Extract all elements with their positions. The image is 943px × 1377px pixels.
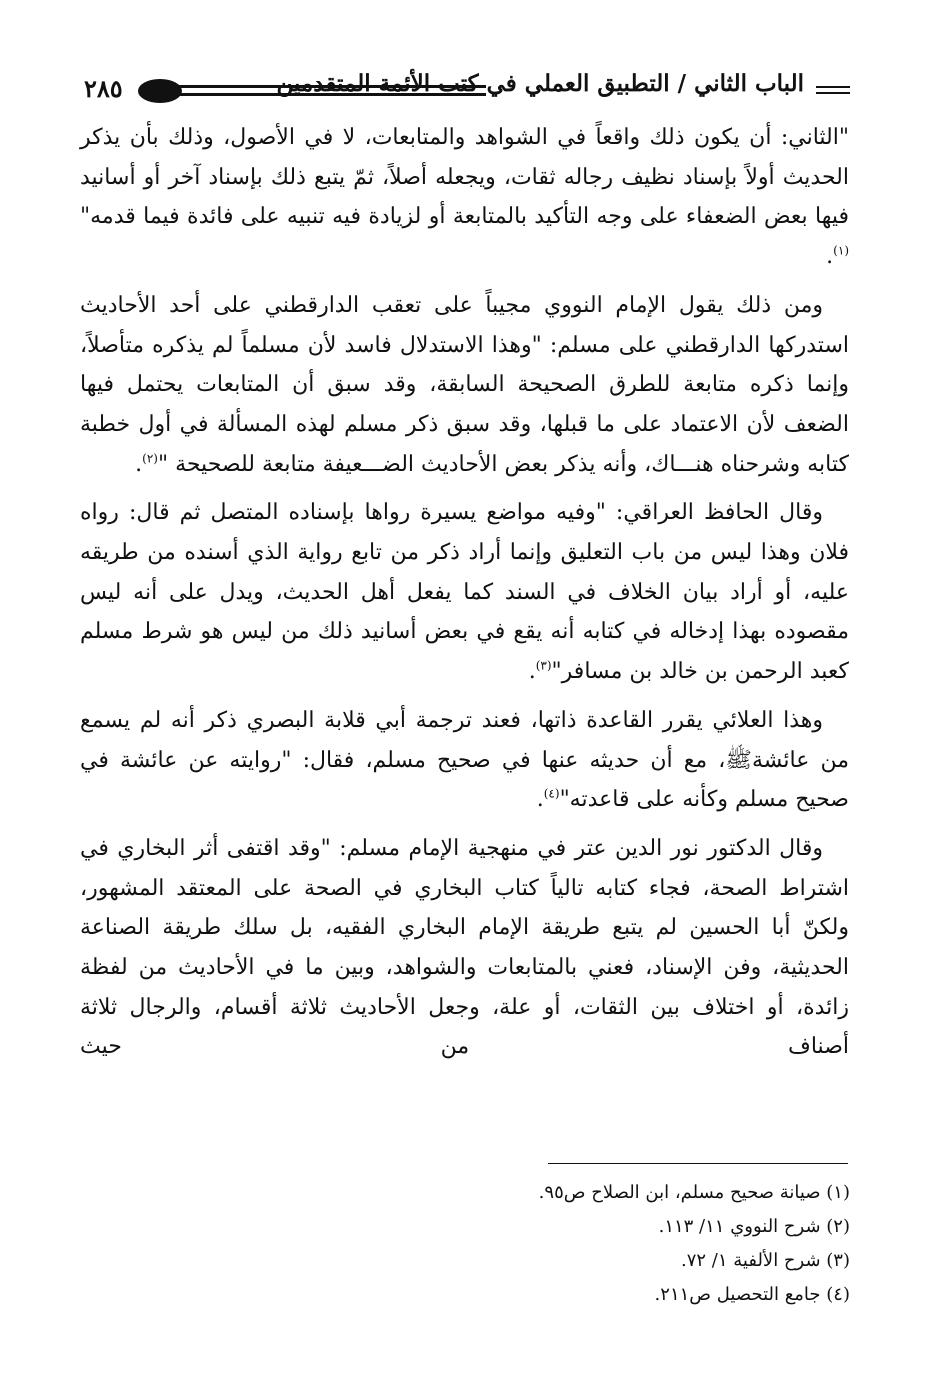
footnote-ref: (٣) xyxy=(535,658,552,673)
footnote: (٢) شرح النووي ١١/ ١١٣. xyxy=(658,1216,850,1237)
body-text xyxy=(80,118,849,1076)
page-number: ٢٨٥ xyxy=(84,74,123,103)
paragraph: وقال الحافظ العراقي: "وفيه مواضع يسيرة رواها بإسناده المتصل ثم قال: رواه فلان وهذا ليس من باب التعليق وإنما أراد ذكر من تابع رواية الذي أسنده من طريقه عليه، أو أراد بيان الخلاف في السند كما يفعل أهل الحديث، ويدل على أنه ليس مقصوده بهذا إدخاله في كتابه أنه يقع في بعض أسانيد ذلك من ليس هو شرط مسلم كعبد الرحمن بن خالد بن مسافر"$^{(٣)}$. xyxy=(80,500,849,685)
footnote: (٤) جامع التحصيل ص٢١١. xyxy=(654,1284,850,1305)
footnote-ref: (٤) xyxy=(543,786,560,801)
footnote: (١) صيانة صحيح مسلم، ابن الصلاح ص٩٥. xyxy=(538,1182,850,1203)
footnote-ref: (١) xyxy=(833,243,849,258)
paragraph: ومن ذلك يقول الإمام النووي مجيباً على تعقب الدارقطني على أحد الأحاديث استدركها الدارقطني على مسلم: "وهذا الاستدلال فاسد لأن مسلماً لم يذكره متأصلاً، وإنما ذكره متابعة للطرق الصحيحة السابقة، وقد سبق أن المتابعات يحتمل فيها الضعف لأن الاعتماد على ما قبلها، وقد سبق ذكر مسلم لهذه المسألة في أول خطبة كتابه وشرحناه هنـــاك، وأنه يذكر بعض الأحاديث الضـــعيفة متابعة للصحيحة "$^{(٢)}$. xyxy=(80,292,849,477)
footnote-ref: (٢) xyxy=(142,451,158,466)
running-title: الباب الثاني / التطبيق العملي في كتب الأئمة المتقدمين xyxy=(276,70,804,97)
header-dash xyxy=(816,86,850,88)
footnote-separator xyxy=(548,1163,848,1164)
page-header xyxy=(84,66,850,118)
footnote: (٣) شرح الألفية ١/ ٧٢. xyxy=(680,1250,850,1271)
paragraph: "الثاني: أن يكون ذلك واقعاً في الشواهد والمتابعات، لا في الأصول، وذلك بأن يذكر الحديث أولاً بإسناد نظيف رجاله ثقات، ويجعله أصلاً، ثمّ يتبع ذلك بإسناد آخر أو أسانيد فيها بعض الضعفاء على وجه التأكيد بالمتابعة أو لزيادة فيه تنبيه على فائدة فيما قدمه"$^{(١)}$. xyxy=(80,125,849,270)
paragraph: وهذا العلائي يقرر القاعدة ذاتها، فعند ترجمة أبي قلابة البصري ذكر أنه لم يسمع من عائشةﷺ، مع أن حديثه عنها في صحيح مسلم، فقال: "روايته عن عائشة في صحيح مسلم وكأنه على قاعدته"$^{(٤)}$. xyxy=(80,707,849,813)
paragraph: وقال الدكتور نور الدين عتر في منهجية الإمام مسلم: "وقد اقتفى أثر البخاري في اشتراط الصحة، فجاء كتابه تالياً كتاب البخاري في الصحة على المعتقد المشهور، ولكنّ أبا الحسين لم يتبع طريقة الإمام البخاري الفقيه، بل سلك طريقة الصناعة الحديثية، وفن الإسناد، فعني بالمتابعات والشواهد، وبين ما في الأحاديث من لفظة زائدة، أو اختلاف بين الثقات، أو علة، وجعل الأحاديث ثلاثة أقسام، والرجال ثلاثة أصناف من حيث xyxy=(80,835,849,1060)
footnotes xyxy=(430,1178,850,1314)
header-dash xyxy=(816,92,850,94)
